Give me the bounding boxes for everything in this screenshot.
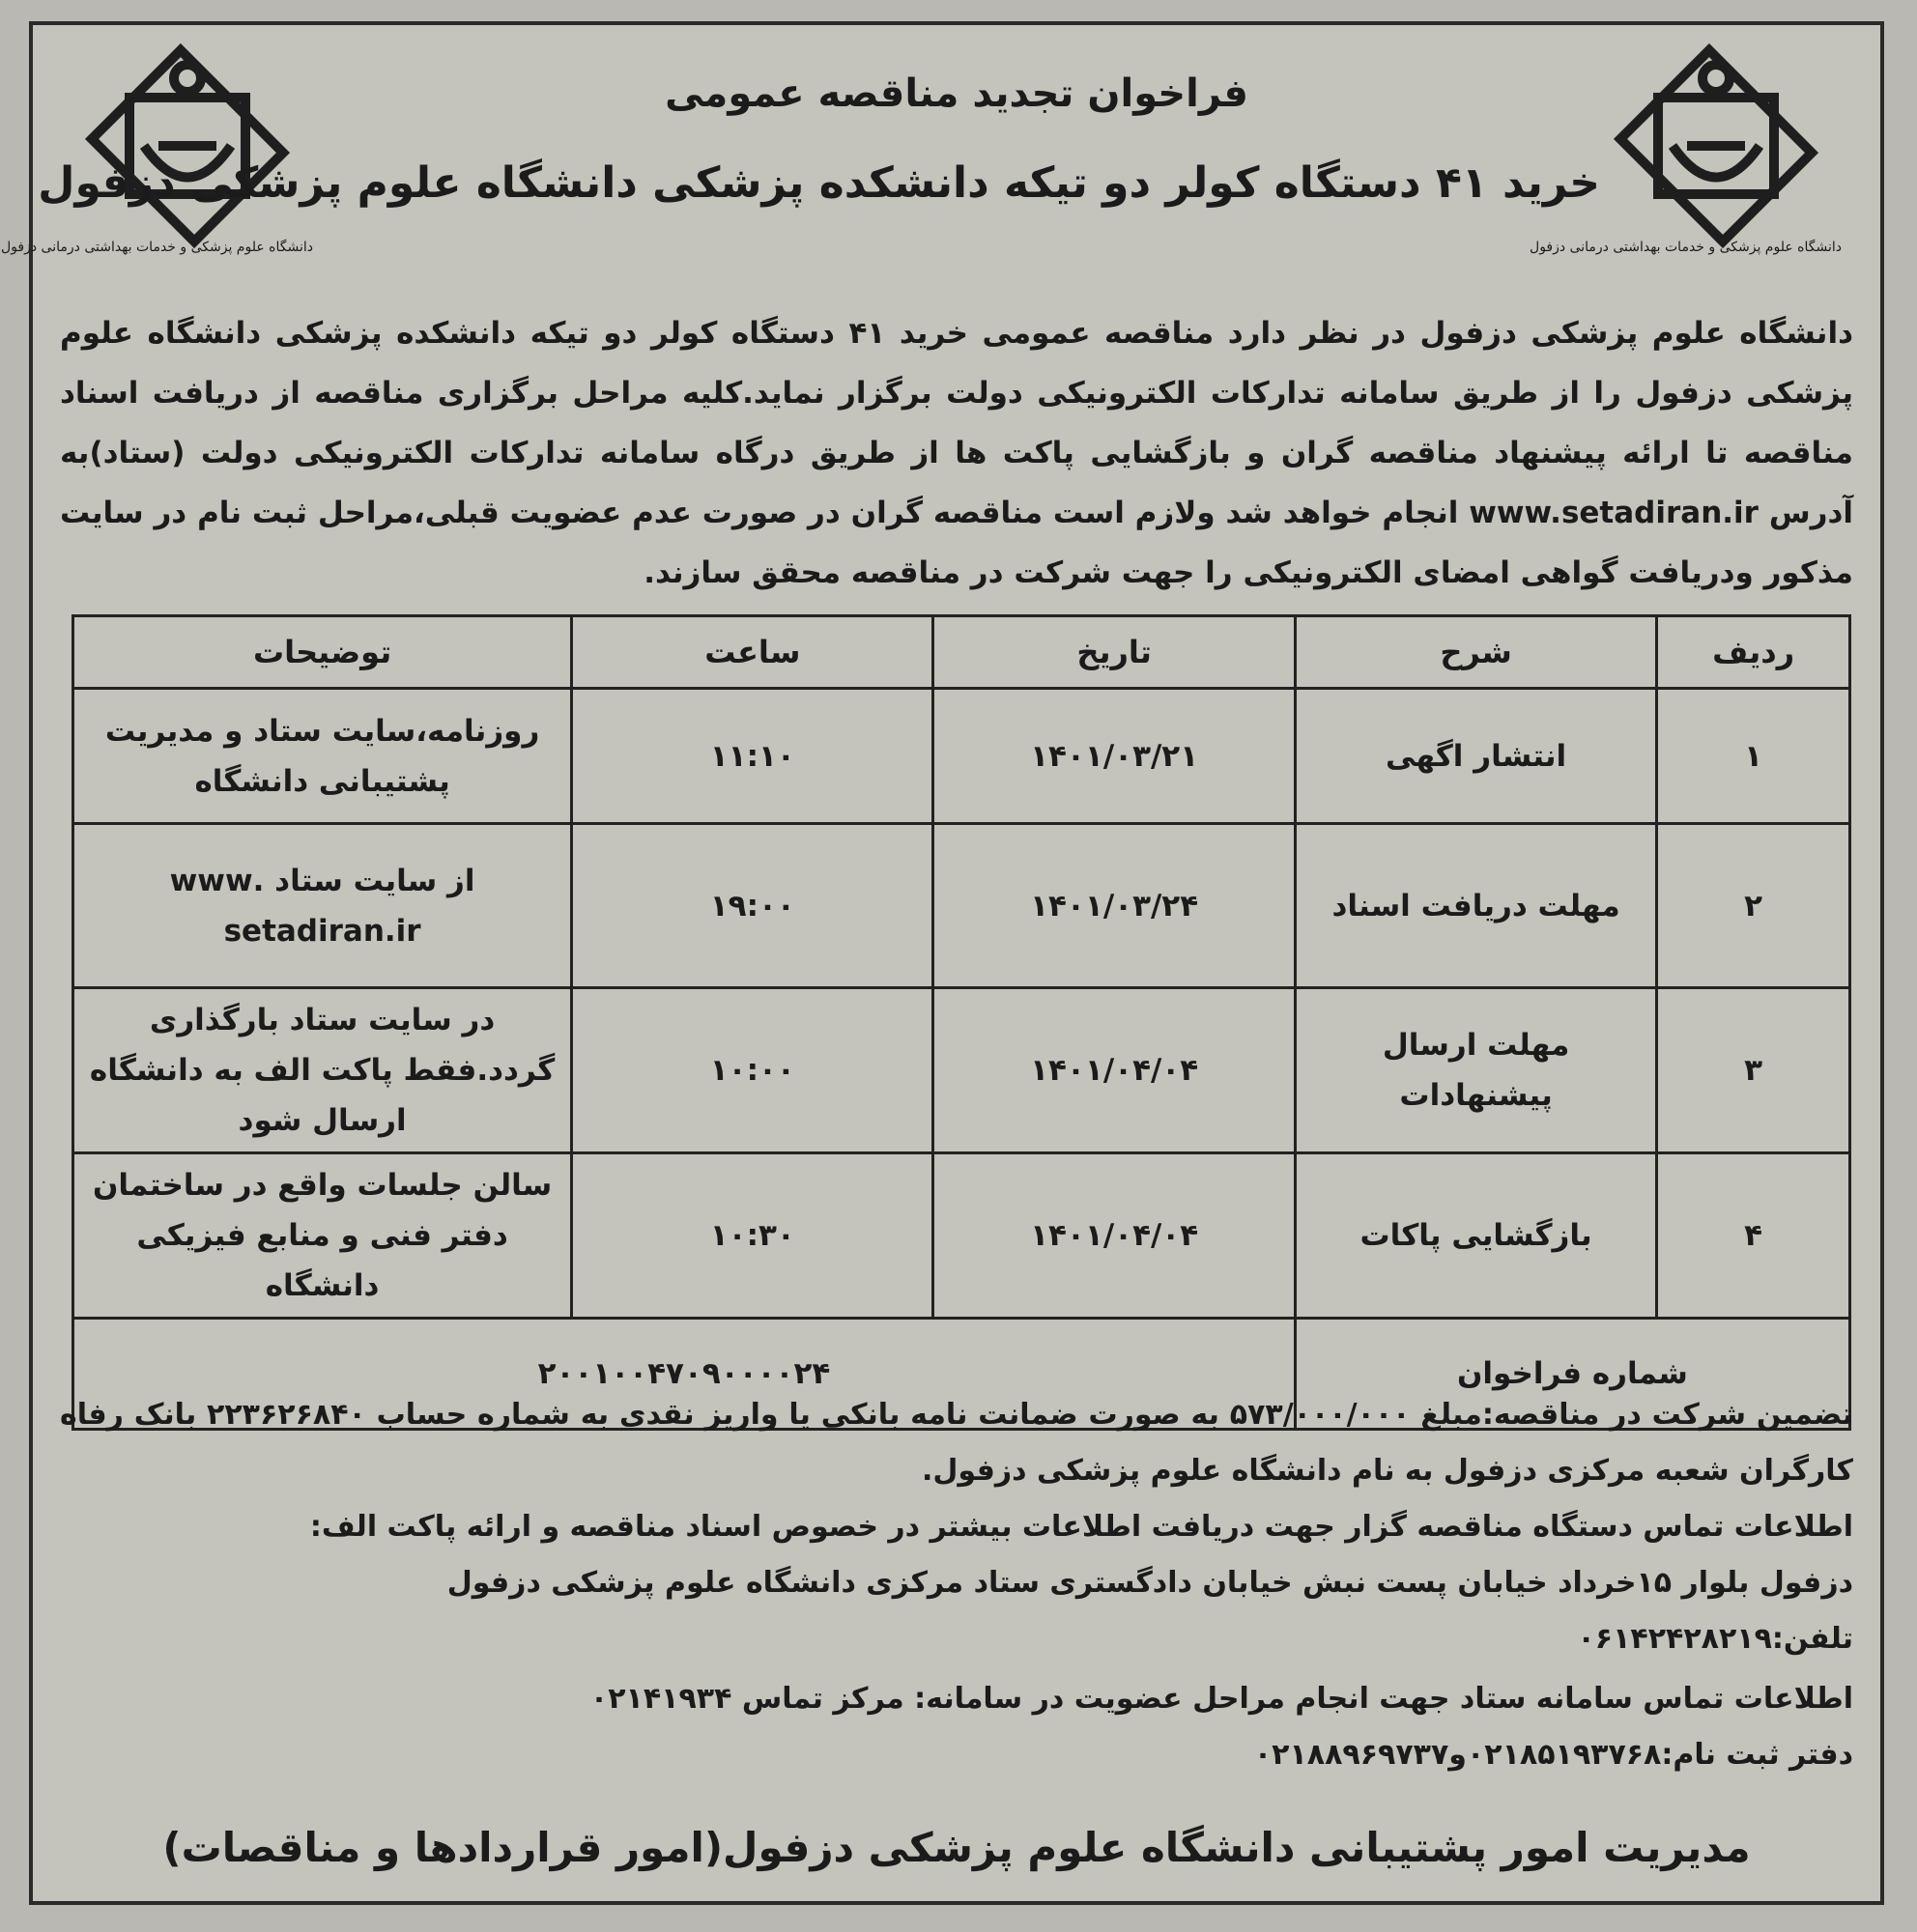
setad-contact-text: اطلاعات تماس سامانه ستاد جهت انجام مراحل عضویت در سامانه: مرکز تماس ۰۲۱۴۱۹۳۴ (589, 1682, 1853, 1716)
cell-time: ۱۰:۳۰ (572, 1153, 933, 1319)
cell-time: ۱۰:۰۰ (572, 988, 933, 1153)
cell-description: مهلت ارسال پیشنهادات (1295, 988, 1656, 1153)
cell-row-number: ۴ (1657, 1153, 1850, 1319)
logo-caption: دانشگاه علوم پزشکی و خدمات بهداشتی درمانی دزفول (1530, 240, 1842, 255)
setad-url: www.setadiran.ir (1469, 496, 1759, 530)
schedule-table (72, 614, 1851, 1431)
cell-date: ۱۴۰۱/۰۳/۲۴ (933, 824, 1295, 988)
intro-paragraph (60, 303, 1853, 603)
address-text: دزفول بلوار ۱۵خرداد خیابان پست نبش خیابان دادگستری ستاد مرکزی دانشگاه علوم پزشکی دزفول (446, 1566, 1853, 1600)
header-description: شرح (1295, 616, 1656, 689)
cell-description: انتشار اگهی (1295, 689, 1656, 824)
cell-row-number: ۱ (1657, 689, 1850, 824)
cell-description: بازگشایی پاکات (1295, 1153, 1656, 1319)
intro-text-part2: انجام خواهد شد ولازم است مناقصه گران در صورت عدم عضویت قبلی،مراحل ثبت نام در سایت مذکور ودریافت گواهی امضای الکترونیکی را جهت شرکت در مناقصه محقق سازند. (60, 496, 1853, 590)
issuer-signature: مدیریت امور پشتیبانی دانشگاه علوم پزشکی دزفول(امور قراردادها و مناقصات) (162, 1824, 1751, 1871)
details-section (60, 1387, 1853, 1783)
cell-description: مهلت دریافت اسناد (1295, 824, 1656, 988)
header-time: ساعت (572, 616, 933, 689)
intro-text-part1: دانشگاه علوم پزشکی دزفول در نظر دارد مناقصه عمومی خرید ۴۱ دستگاه کولر دو تیکه دانشکده پزشکی دانشگاه علوم پزشکی دزفول را از طریق سامانه تدارکات الکترونیکی دولت برگزار نماید.کلیه مراحل برگزاری مناقصه از دریافت اسناد مناقصه تا ارائه پیشنهاد مناقصه گران و بازگشایی پاکت ها از طریق درگاه سامانه تدارکات الکترونیکی دولت (ستاد)به آدرس (60, 316, 1854, 530)
cell-notes: در سایت ستاد بارگذاری گردد.فقط پاکت الف به دانشگاه ارسال شود (73, 988, 572, 1153)
cell-notes: از سایت ستاد .www setadiran.ir (73, 824, 572, 988)
cell-row-number: ۲ (1657, 824, 1850, 988)
table-row (73, 824, 1850, 988)
university-logo-right (1530, 44, 1842, 267)
cell-time: ۱۹:۰۰ (572, 824, 933, 988)
guarantee-text: تضمین شرکت در مناقصه:مبلغ ۵۷۳/۰۰۰/۰۰۰ به صورت ضمانت نامه بانکی یا واریز نقدی به شماره حساب ۲۲۳۶۲۶۸۴۰ بانک رفاه کارگران شعبه مرکزی دزفول به نام دانشگاه علوم پزشکی دزفول. (60, 1398, 1853, 1488)
university-emblem-icon (62, 44, 313, 238)
call-number-label: شماره فراخوان (1295, 1319, 1849, 1430)
table-row (73, 1153, 1850, 1319)
table-header-row (73, 616, 1850, 689)
cell-date: ۱۴۰۱/۰۴/۰۴ (933, 988, 1295, 1153)
cell-date: ۱۴۰۱/۰۴/۰۴ (933, 1153, 1295, 1319)
header-date: تاریخ (933, 616, 1295, 689)
logo-caption: دانشگاه علوم پزشکی و خدمات بهداشتی درمانی دزفول (1, 240, 313, 255)
university-emblem-icon (1590, 44, 1842, 238)
header-row-number: ردیف (1657, 616, 1850, 689)
call-number-value: ۲۰۰۱۰۰۴۷۰۹۰۰۰۰۲۴ (73, 1319, 1296, 1430)
cell-notes: روزنامه،سایت ستاد و مدیریت پشتیبانی دانشگاه (73, 689, 572, 824)
header-notes: توضیحات (73, 616, 572, 689)
cell-time: ۱۱:۱۰ (572, 689, 933, 824)
notice-subtitle: خرید ۴۱ دستگاه کولر دو تیکه دانشکده پزشکی دانشگاه علوم پزشکی دزفول (38, 158, 1600, 208)
cell-date: ۱۴۰۱/۰۳/۲۱ (933, 689, 1295, 824)
notice-title: فراخوان تجدید مناقصه عمومی (665, 71, 1248, 116)
table-row (73, 689, 1850, 824)
phone-text: تلفن:۰۶۱۴۲۴۲۸۲۱۹ (1577, 1622, 1853, 1656)
contact-heading: اطلاعات تماس دستگاه مناقصه گزار جهت دریافت اطلاعات بیشتر در خصوص اسناد مناقصه و ارائه پاکت الف: (309, 1510, 1853, 1544)
university-logo-left (1, 44, 313, 267)
tender-notice (1, 21, 1884, 1905)
cell-notes: سالن جلسات واقع در ساختمان دفتر فنی و منابع فیزیکی دانشگاه (73, 1153, 572, 1319)
cell-row-number: ۳ (1657, 988, 1850, 1153)
registration-text: دفتر ثبت نام:۰۲۱۸۵۱۹۳۷۶۸و۰۲۱۸۸۹۶۹۷۳۷ (1253, 1738, 1853, 1772)
table-row (73, 988, 1850, 1153)
